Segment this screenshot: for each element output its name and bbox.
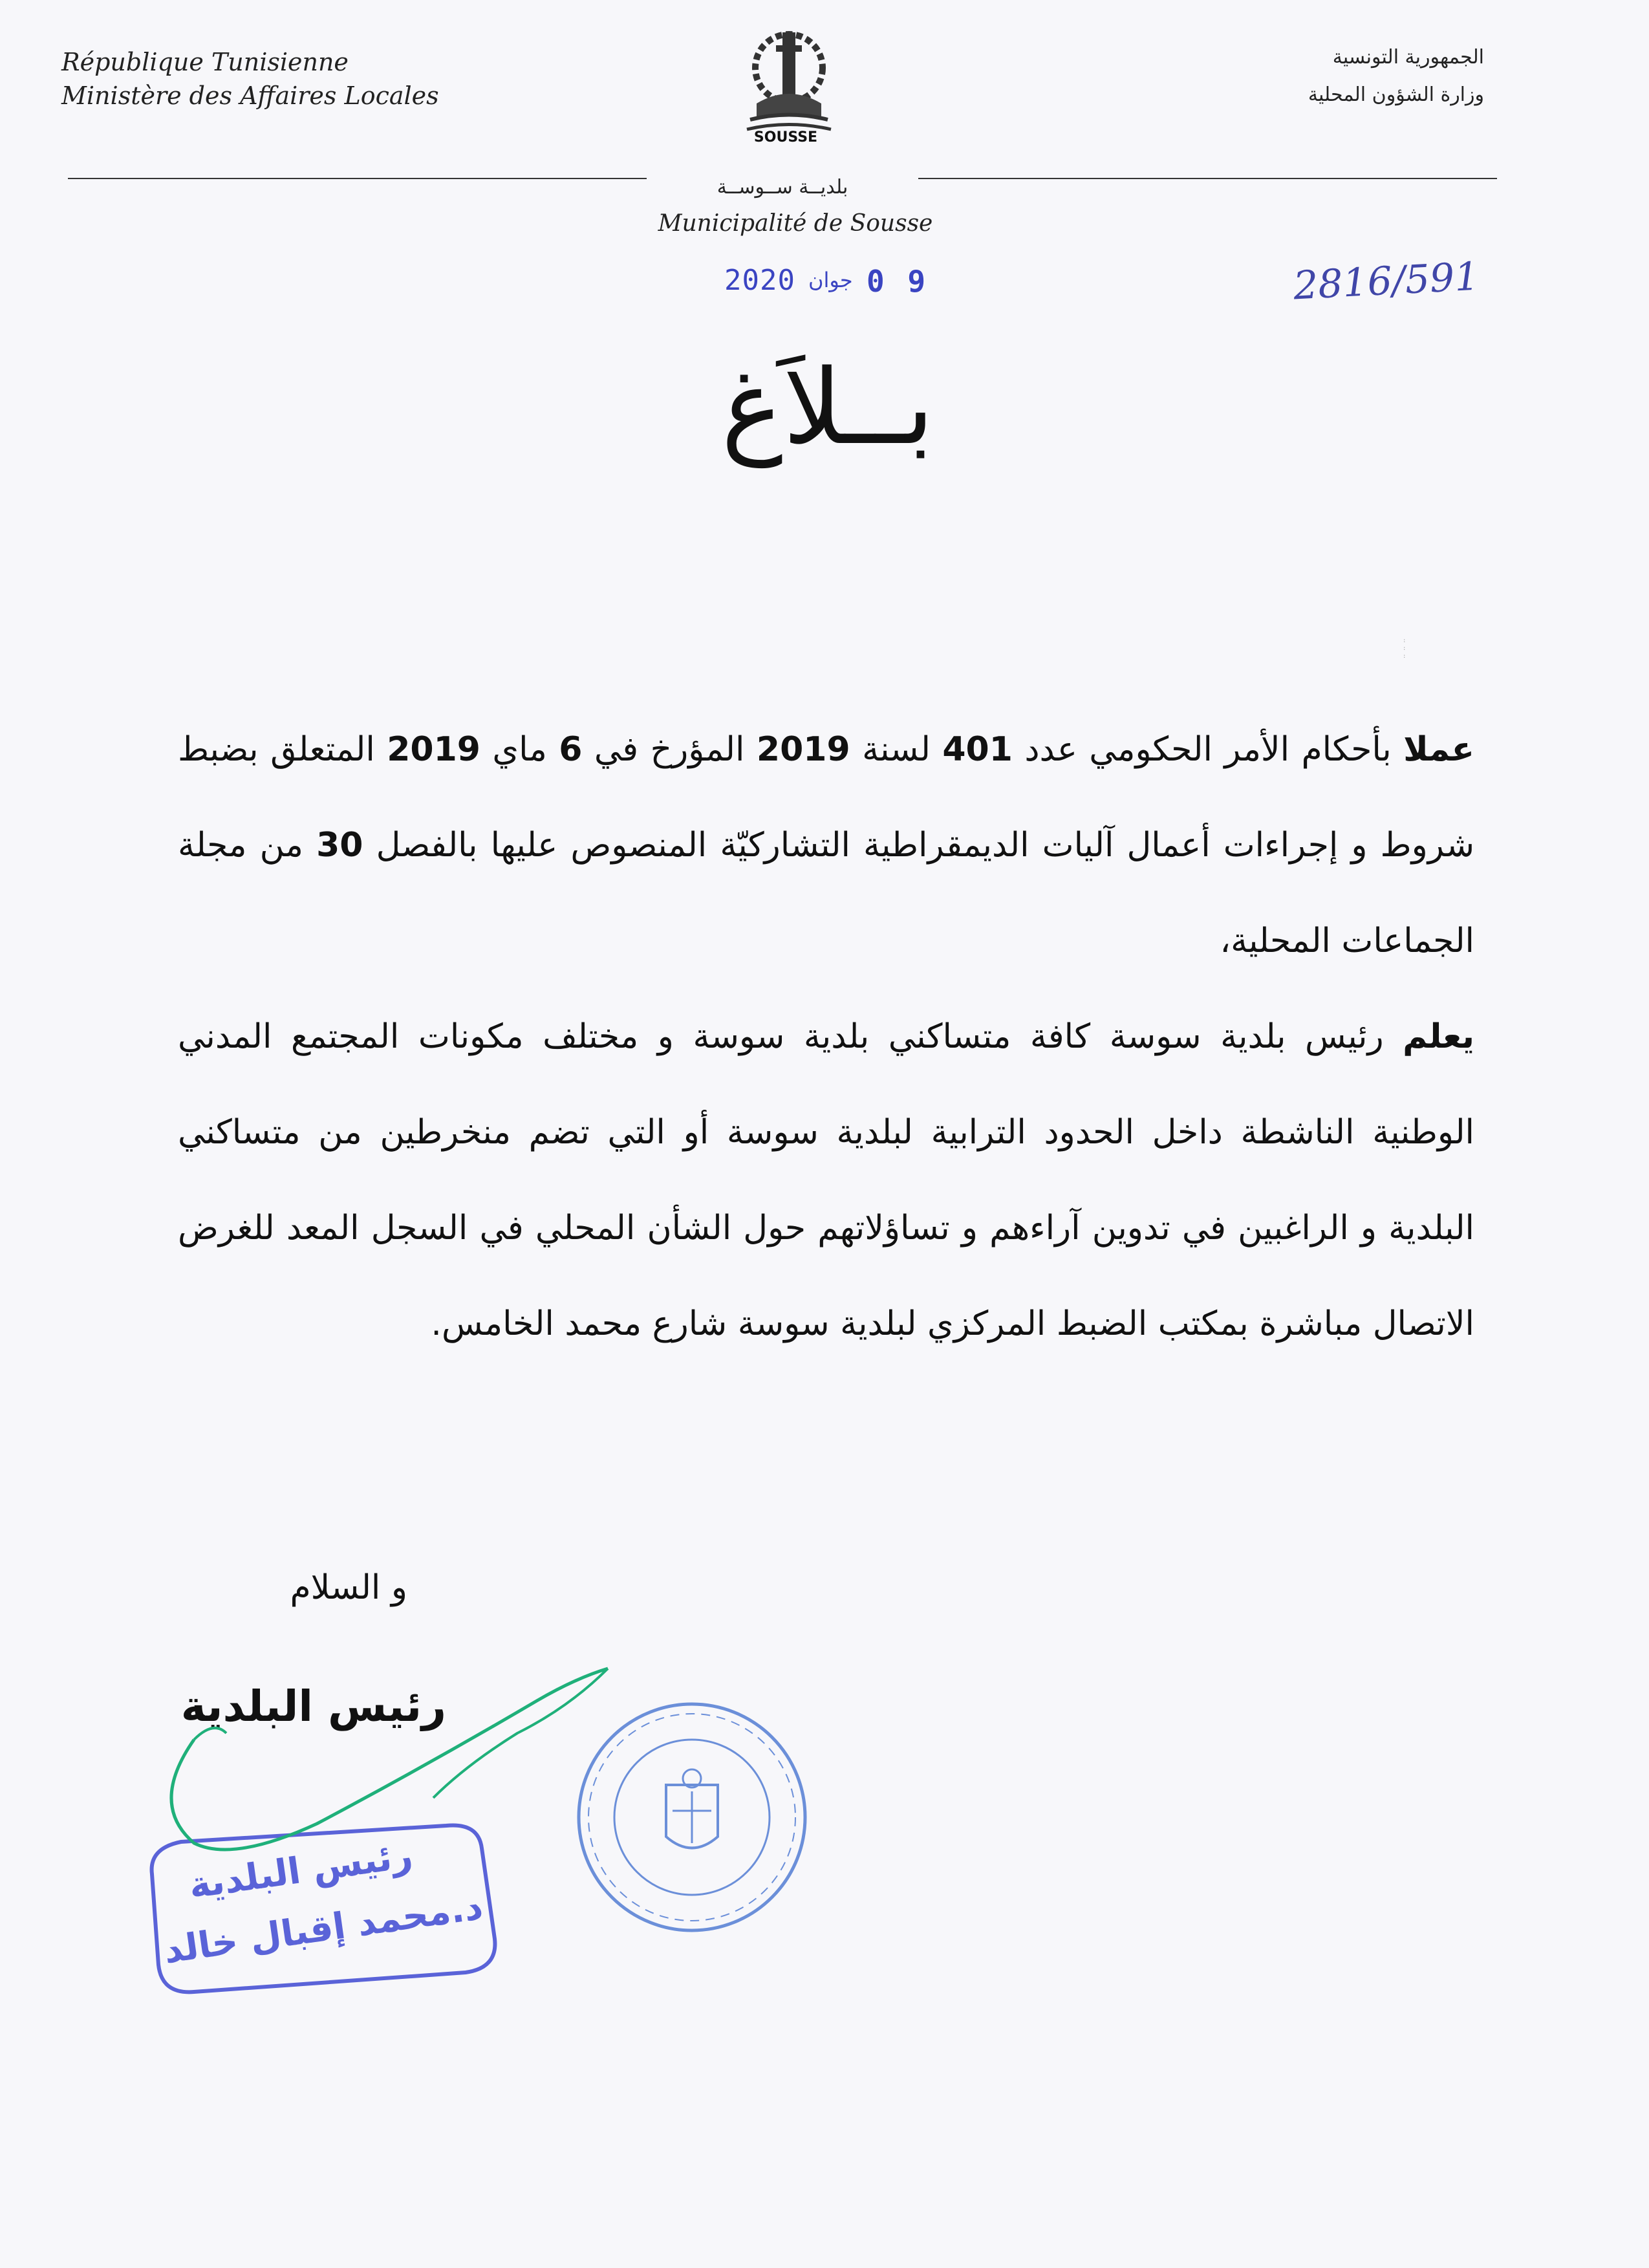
body-p1-text-g: من مجلة الجماعات المحلية، (178, 826, 1474, 960)
logo-caption: SOUSSE (753, 129, 818, 146)
margin-marks: : : : (1403, 637, 1406, 660)
body-p1-chapter-number: 30 (316, 826, 363, 865)
body-p1-text-b: بأحكام الأمر الحكومي عدد (1024, 730, 1392, 769)
municipality-french: Municipalité de Sousse (658, 210, 933, 237)
body-p2-text: رئيس بلدية سوسة كافة متساكني بلدية سوسة و مختلف مكونات المجتمع المدني الوطنية الناشطة داخل الحدود الترابية لبلدية سوسة أو التي تضم منخرطين من متساكني البلدية و الراغبين في تدوين آراءهم و تساؤلاتهم حول الشأن المحلي في السجل المعد للغرض الاتصال مباشرة بمكتب الضبط المركزي لبلدية سوسة شارع محمد الخامس. (178, 1017, 1474, 1343)
header-divider-left (68, 178, 647, 179)
body-p1-year-2: 2019 (387, 730, 480, 769)
body-p1-text-c: لسنة (862, 730, 931, 769)
header-divider-right (918, 178, 1497, 179)
body-paragraph-2 (178, 989, 1474, 1372)
document-title: بــلاَغ (721, 347, 934, 468)
handwritten-signature (155, 1656, 647, 1901)
header-arabic (1031, 39, 1484, 114)
body-p1-lead: عملا (1403, 730, 1475, 769)
body-p1-text-f: المتعلق بضبط شروط و إجراءات أعمال آليات الديمقراطية التشاركيّة المنصوص عليها بالفصل (178, 730, 1475, 865)
stamp-name: د.محمد إقبال خالد (161, 1885, 486, 1972)
document-body (178, 702, 1474, 1372)
body-p1-text-d: المؤرخ في (594, 730, 745, 769)
closing-salutation: و السلام (290, 1568, 407, 1607)
body-p1-day: 6 (559, 730, 583, 769)
stamp-title: رئيس البلدية (186, 1834, 415, 1907)
date-stamp-year: 2020 (724, 264, 795, 297)
header-ar-ministry: وزارة الشؤون المحلية (1308, 83, 1484, 106)
body-p1-decree-number: 401 (942, 730, 1013, 769)
header-french (61, 45, 439, 113)
body-p1-year: 2019 (756, 730, 850, 769)
header-ar-republic: الجمهورية التونسية (1332, 46, 1484, 69)
reference-number: 2816/591 (1292, 254, 1481, 309)
header-fr-republic: République Tunisienne (61, 48, 349, 76)
body-paragraph-1 (178, 702, 1474, 989)
body-p2-lead: يعلم (1403, 1017, 1475, 1056)
date-stamp (718, 264, 938, 309)
signer-title: رئيس البلدية (180, 1681, 446, 1731)
date-stamp-day: 0 9 (867, 264, 929, 299)
header-fr-ministry: Ministère des Affaires Locales (61, 81, 439, 110)
body-p1-month: ماي (492, 730, 547, 769)
municipality-arabic: بلديــة ســوســة (717, 176, 848, 199)
date-stamp-month: جوان (808, 268, 853, 292)
